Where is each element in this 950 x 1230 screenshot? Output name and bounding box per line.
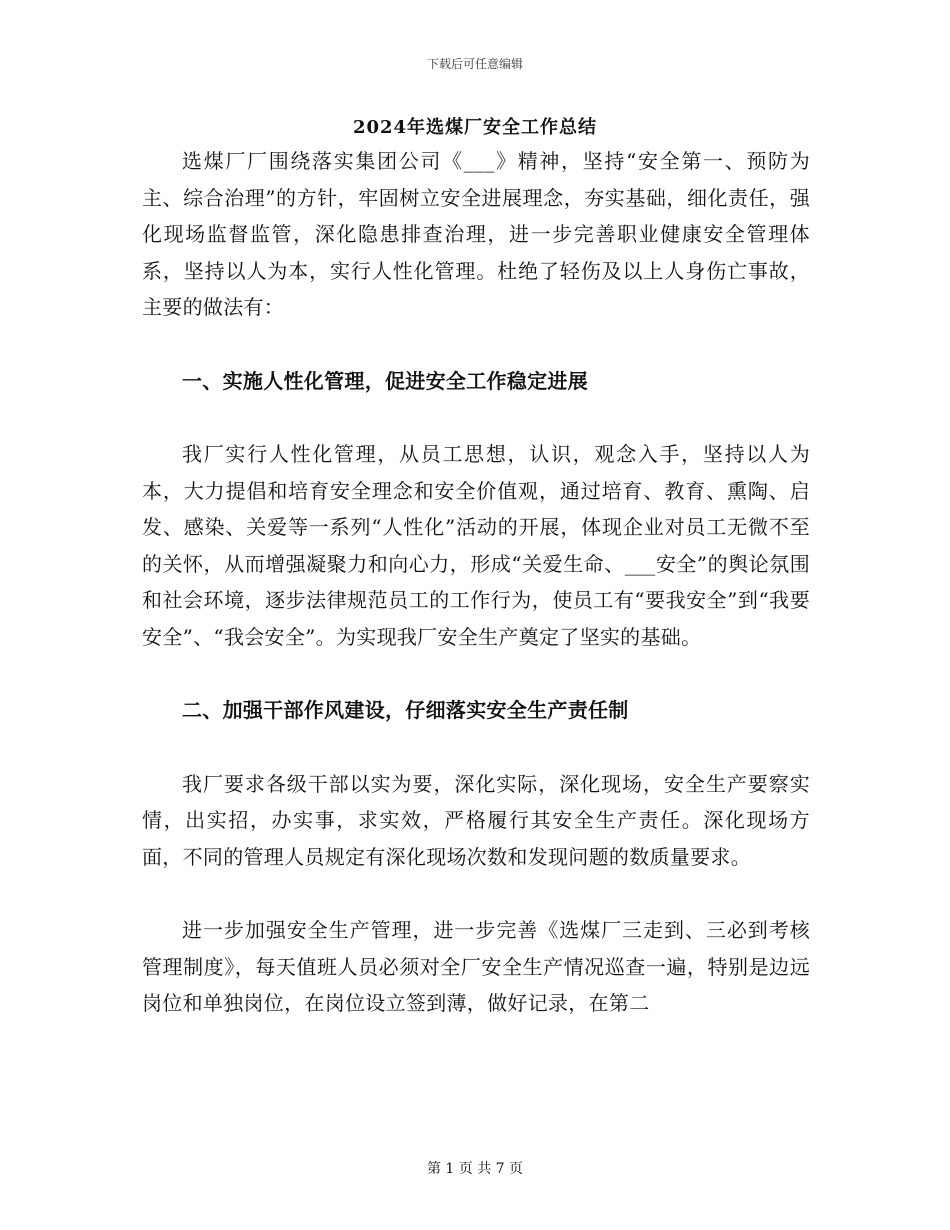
header-note: 下载后可任意编辑 bbox=[426, 57, 523, 71]
section-2-heading: 二、加强干部作风建设，仔细落实安全生产责任制 bbox=[182, 698, 629, 722]
page-number: 第 1 页 共 7 页 bbox=[426, 1161, 524, 1177]
spacer bbox=[142, 729, 810, 766]
document-title: 2024年选煤厂安全工作总结 bbox=[352, 117, 598, 138]
section-2-paragraph-1: 我厂要求各级干部以实为要，深化实际，深化现场，安全生产要察实情，出实招，办实事，求实效，严格履行其安全生产责任。深化现场方面，不同的管理人员规定有深化现场次数和发现问题的数质量要求。 bbox=[142, 771, 810, 869]
section-2-paragraph-2: 进一步加强安全生产管理，进一步完善《选煤厂三走到、三必到考核管理制度》，每天值班人员必须对全厂安全生产情况巡查一遍，特别是边远岗位和单独岗位，在岗位设立签到薄，做好记录，在第二 bbox=[142, 918, 810, 1015]
section-1-heading: 一、实施人性化管理，促进安全工作稳定进展 bbox=[182, 368, 588, 393]
spacer bbox=[142, 875, 810, 912]
spacer bbox=[142, 326, 810, 363]
spacer bbox=[142, 399, 810, 436]
intro-paragraph: 选煤厂厂围绕落实集团公司《___》精神，坚持“安全第一、预防为主、综合治理”的方针，牢固树立安全进展理念，夯实基础，细化责任，强化现场监督监管，深化隐患排查治理，进一步完善职业健康安全管理体系，坚持以人为本，实行人性化管理。杜绝了轻伤及以上人身伤亡事故，主要的做法有： bbox=[142, 149, 810, 319]
document-body bbox=[142, 143, 810, 1022]
spacer bbox=[142, 655, 810, 692]
section-1-paragraph: 我厂实行人性化管理，从员工思想，认识，观念入手，坚持以人为本，大力提倡和培育安全理念和安全价值观，通过培育、教育、熏陶、启发、感染、关爱等一系列“人性化”活动的开展，体现企业对员工无微不至的关怀，从而增强凝聚力和向心力，形成“关爱生命、___安全”的舆论氛围和社会环境，逐步法律规范员工的工作行为，使员工有“要我安全”到“我要安全”、“我会安全”。为实现我厂安全生产奠定了坚实的基础。 bbox=[142, 442, 810, 649]
